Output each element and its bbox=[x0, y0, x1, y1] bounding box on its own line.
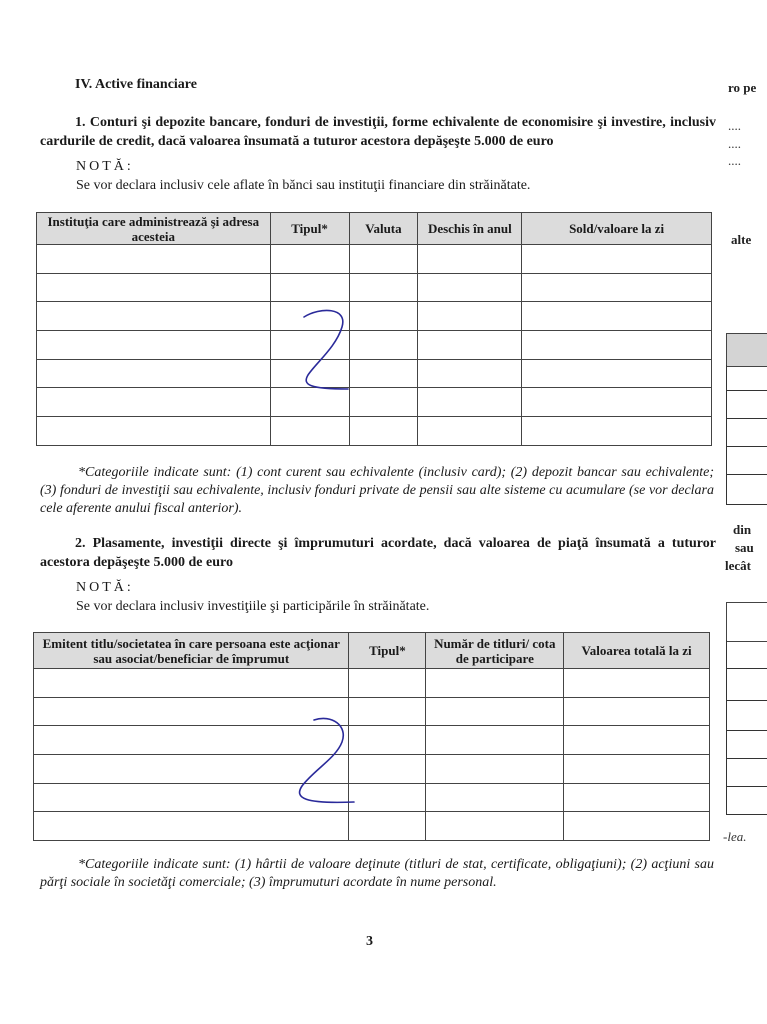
page-number: 3 bbox=[366, 934, 373, 949]
table-cell bbox=[522, 245, 712, 274]
table-row bbox=[34, 697, 710, 726]
adjacent-page-fragment: sau bbox=[735, 540, 754, 555]
section1-nota-text: Se vor declara inclusiv cele aflate în bănci sau instituţii financiare din străinătate. bbox=[76, 178, 531, 193]
col-header-total-value: Valoarea totală la zi bbox=[564, 633, 710, 669]
section1-footnote: *Categoriile indicate sunt: (1) cont curent sau echivalente (inclusiv card); (2) depozit bancar sau echivalente; (3) fonduri de investiţii sau echivalente, inclusiv fonduri private de pensii sau alte sisteme cu acumulare (se vor declara cele aferente anului fiscal anterior). bbox=[40, 465, 714, 516]
table-cell bbox=[37, 245, 271, 274]
section1-heading: 1. Conturi şi depozite bancare, fonduri de investiţii, forme echivalente de economisire şi investire, inclusiv cardurile de credit, dacă valoarea însumată a tuturor acestora depăşeşte 5.000 de euro bbox=[40, 115, 716, 149]
adjacent-table-fragment bbox=[726, 814, 767, 815]
table-cell bbox=[426, 755, 564, 784]
table-header-row bbox=[37, 213, 712, 245]
table-cell bbox=[426, 726, 564, 755]
table-cell bbox=[270, 417, 349, 446]
adjacent-page-fragment: lecât bbox=[725, 558, 751, 573]
adjacent-table-fragment bbox=[726, 640, 727, 815]
table-cell bbox=[564, 783, 710, 812]
col-header-currency: Valuta bbox=[349, 213, 418, 245]
adjacent-table-fragment bbox=[726, 446, 767, 447]
adjacent-table-fragment bbox=[726, 333, 767, 367]
table-cell bbox=[426, 812, 564, 841]
table-cell bbox=[564, 697, 710, 726]
table-cell bbox=[426, 783, 564, 812]
table-row bbox=[37, 388, 712, 417]
table-cell bbox=[349, 669, 426, 698]
table-row bbox=[34, 755, 710, 784]
handwritten-strike-mark bbox=[292, 712, 362, 807]
table-cell bbox=[37, 388, 271, 417]
table-cell bbox=[34, 669, 349, 698]
section2-footnote: *Categoriile indicate sunt: (1) hârtii de valoare deţinute (titluri de stat, certificate, obligaţiuni); (2) acţiuni sau părţi sociale în societăţi comerciale; (3) împrumuturi acordate în nume personal. bbox=[40, 857, 714, 890]
table-cell bbox=[37, 417, 271, 446]
table-cell bbox=[418, 388, 522, 417]
adjacent-table-fragment bbox=[726, 474, 767, 475]
adjacent-table-fragment bbox=[726, 602, 767, 642]
table-cell bbox=[522, 331, 712, 360]
table-cell bbox=[349, 812, 426, 841]
table-row bbox=[34, 669, 710, 698]
table-row bbox=[34, 812, 710, 841]
col-header-balance: Sold/valoare la zi bbox=[522, 213, 712, 245]
adjacent-page-fragment: .... bbox=[728, 153, 741, 168]
adjacent-page-fragment: din bbox=[733, 522, 752, 537]
adjacent-table-fragment bbox=[726, 786, 767, 787]
col-header-institution: Instituţia care administrează şi adresa acesteia bbox=[37, 213, 271, 245]
table-cell bbox=[426, 669, 564, 698]
adjacent-table-fragment bbox=[726, 730, 767, 731]
adjacent-table-fragment bbox=[726, 365, 727, 505]
handwritten-strike-mark bbox=[290, 305, 360, 395]
investments-table bbox=[33, 632, 710, 841]
table-cell bbox=[37, 331, 271, 360]
section2-nota-label: NOTĂ: bbox=[76, 580, 134, 595]
table-cell bbox=[418, 245, 522, 274]
adjacent-page-fragment: -lea. bbox=[723, 829, 747, 844]
table-cell bbox=[418, 302, 522, 331]
table-cell bbox=[37, 273, 271, 302]
table-cell bbox=[349, 417, 418, 446]
table-header-row bbox=[34, 633, 710, 669]
table-cell bbox=[522, 417, 712, 446]
section2-heading: 2. Plasamente, investiţii directe şi împrumuturi acordate, dacă valoarea de piaţă însumată a tuturor acestora depăşeşte 5.000 de euro bbox=[40, 536, 716, 570]
table-cell bbox=[522, 388, 712, 417]
table-cell bbox=[522, 273, 712, 302]
table-row bbox=[34, 726, 710, 755]
table-cell bbox=[418, 359, 522, 388]
table-cell bbox=[270, 273, 349, 302]
table-row bbox=[37, 417, 712, 446]
table-cell bbox=[426, 697, 564, 726]
adjacent-page-fragment: .... bbox=[728, 136, 741, 151]
adjacent-table-fragment bbox=[726, 504, 767, 505]
adjacent-table-fragment bbox=[726, 668, 767, 669]
col-header-issuer: Emitent titlu/societatea în care persoana este acţionar sau asociat/beneficiar de împrumut bbox=[34, 633, 349, 669]
col-header-opened-year: Deschis în anul bbox=[418, 213, 522, 245]
adjacent-table-fragment bbox=[726, 758, 767, 759]
col-header-type: Tipul* bbox=[349, 633, 426, 669]
section1-nota-label: NOTĂ: bbox=[76, 159, 134, 174]
table-cell bbox=[418, 273, 522, 302]
bank-accounts-table bbox=[36, 212, 712, 446]
adjacent-page-fragment: ro pe bbox=[728, 80, 757, 95]
table-cell bbox=[37, 302, 271, 331]
table-cell bbox=[37, 359, 271, 388]
table-row bbox=[37, 302, 712, 331]
table-cell bbox=[349, 273, 418, 302]
table-cell bbox=[270, 245, 349, 274]
table-row bbox=[37, 331, 712, 360]
table-cell bbox=[34, 812, 349, 841]
table-cell bbox=[564, 755, 710, 784]
table-cell bbox=[564, 812, 710, 841]
table-cell bbox=[522, 359, 712, 388]
adjacent-page-fragment: .... bbox=[728, 118, 741, 133]
adjacent-table-fragment bbox=[726, 700, 767, 701]
col-header-type: Tipul* bbox=[270, 213, 349, 245]
table-cell bbox=[418, 417, 522, 446]
col-header-shares-count: Număr de titluri/ cota de participare bbox=[426, 633, 564, 669]
adjacent-page-fragment: alte bbox=[731, 232, 752, 247]
table-cell bbox=[564, 669, 710, 698]
adjacent-table-fragment bbox=[726, 390, 767, 391]
section2-nota-text: Se vor declara inclusiv investiţiile şi participările în străinătate. bbox=[76, 599, 430, 614]
table-cell bbox=[418, 331, 522, 360]
table-row bbox=[37, 273, 712, 302]
table-cell bbox=[522, 302, 712, 331]
table-cell bbox=[564, 726, 710, 755]
table-row bbox=[37, 245, 712, 274]
table-cell bbox=[349, 245, 418, 274]
table-row bbox=[37, 359, 712, 388]
table-row bbox=[34, 783, 710, 812]
section-title: IV. Active financiare bbox=[75, 77, 197, 92]
adjacent-table-fragment bbox=[726, 418, 767, 419]
